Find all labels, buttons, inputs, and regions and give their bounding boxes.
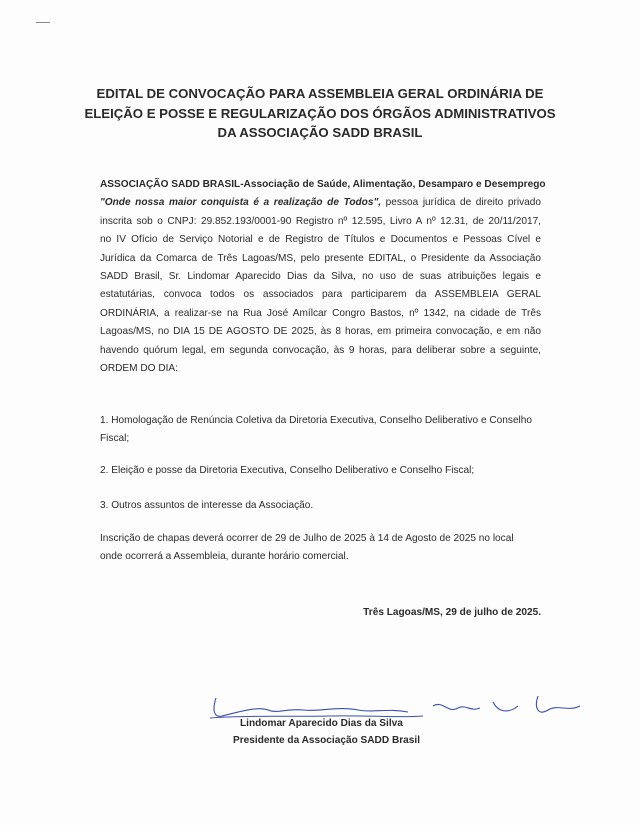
title-line-1: EDITAL DE CONVOCAÇÃO PARA ASSEMBLEIA GERAL ORDINÁRIA DE — [96, 86, 544, 101]
document-title — [60, 84, 580, 143]
body-line-3: inscrita sob o CNPJ: 29.852.193/0001-90 Registro nº 12.595, Livro A nº 12.31, de 20/11/2017, — [100, 215, 541, 227]
body-line-4: no IV Ofício de Serviço Notorial e de Registro de Títulos e Documentos e Pessoas Cível e — [100, 234, 541, 246]
date-place: Três Lagoas/MS, 29 de julho de 2025. — [363, 607, 541, 618]
agenda-item-1 — [100, 412, 541, 449]
agenda-item-2: 2. Eleição e posse da Diretoria Executiva, Conselho Deliberativo e Conselho Fiscal; — [100, 465, 475, 476]
motto: "Onde nossa maior conquista é a realização de Todos", — [100, 197, 382, 209]
signatory-role: Presidente da Associação SADD Brasil — [233, 735, 420, 746]
org-name: ASSOCIAÇÃO SADD BRASIL-Associação de Saúde, Alimentação, Desamparo e Desemprego — [100, 179, 546, 190]
body-line-7: estatutárias, convoca todos os associados para participarem da ASSEMBLEIA GERAL — [100, 289, 541, 301]
body-line-10: havendo quórum legal, em segunda convocação, às 9 horas, para deliberar sobre a seguinte, — [100, 344, 541, 356]
body-paragraph — [100, 176, 546, 378]
agenda-item-3: 3. Outros assuntos de interesse da Associação. — [100, 500, 314, 511]
body-line-9: Lagoas/MS, no DIA 15 DE AGOSTO DE 2025, às 8 horas, em primeira convocação, e em não — [100, 326, 541, 338]
inscription-paragraph — [100, 530, 541, 567]
inscription-line-2: onde ocorrerá a Assembleia, durante horário comercial. — [100, 551, 349, 563]
body-line-2-rest: pessoa jurídica de direito privado — [381, 197, 541, 209]
signatory-name: Lindomar Aparecido Dias da Silva — [240, 718, 403, 729]
corner-mark — [36, 22, 50, 23]
body-line-6: SADD Brasil, Sr. Lindomar Aparecido Dias da Silva, no uso de suas atribuições legais e — [100, 271, 541, 283]
inscription-line-1: Inscrição de chapas deverá ocorrer de 29 de Julho de 2025 à 14 de Agosto de 2025 no local — [100, 533, 514, 544]
title-line-3: DA ASSOCIAÇÃO SADD BRASIL — [217, 125, 423, 140]
body-line-5: Jurídica da Comarca de Três Lagoas/MS, pelo presente EDITAL, o Presidente da Associação — [100, 252, 541, 264]
body-line-8: ORDINÁRIA, a realizar-se na Rua José Amílcar Congro Bastos, nº 1342, na cidade de Três — [100, 307, 541, 319]
agenda-item-1-line-2: Fiscal; — [100, 433, 130, 445]
body-line-2 — [100, 194, 541, 212]
body-line-11: ORDEM DO DIA: — [100, 363, 178, 375]
agenda-item-1-line-1: 1. Homologação de Renúncia Coletiva da Diretoria Executiva, Conselho Deliberativo e Conselho — [100, 415, 533, 426]
title-line-2: ELEIÇÃO E POSSE E REGULARIZAÇÃO DOS ÓRGÃOS ADMINISTRATIVOS — [84, 105, 556, 121]
